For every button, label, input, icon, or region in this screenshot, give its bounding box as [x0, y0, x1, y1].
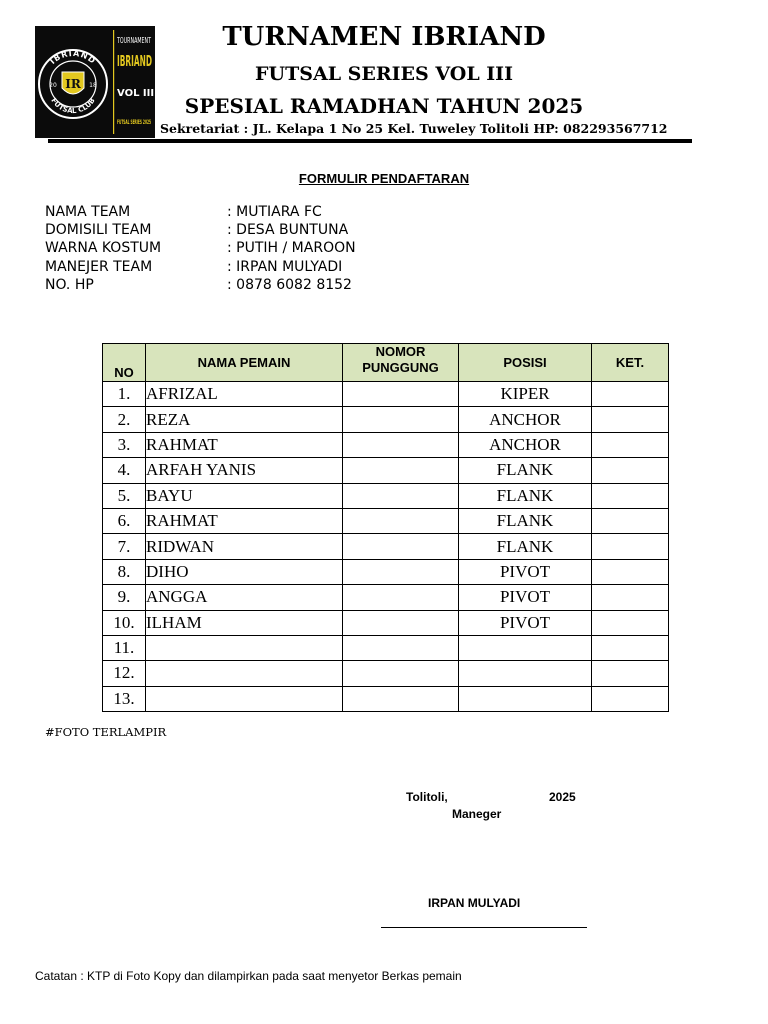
header-jersey-number-line2: PUNGGUNG [362, 360, 439, 375]
cell-jersey-number [343, 382, 459, 407]
cell-jersey-number [343, 686, 459, 711]
table-row [103, 382, 669, 407]
photo-attached-note: #FOTO TERLAMPIR [45, 725, 167, 739]
cell-position [459, 661, 592, 686]
cell-notes [592, 483, 669, 508]
table-row [103, 610, 669, 635]
cell-player-name: AFRIZAL [146, 382, 343, 407]
cell-position: PIVOT [459, 610, 592, 635]
cell-player-name: ILHAM [146, 610, 343, 635]
signature-year: 2025 [549, 790, 576, 804]
cell-jersey-number [343, 534, 459, 559]
cell-player-name: DIHO [146, 559, 343, 584]
logo-monogram: IR [65, 77, 81, 91]
table-row [103, 432, 669, 457]
cell-position [459, 635, 592, 660]
cell-jersey-number [343, 585, 459, 610]
form-title [0, 171, 768, 186]
cell-no: 3. [103, 432, 146, 457]
cell-notes [592, 458, 669, 483]
team-info [45, 203, 356, 294]
team-domicile-label: DOMISILI TEAM [45, 222, 152, 239]
logo-side-line4: FUTSAL SERIES 2025 [117, 119, 151, 126]
logo-ring-bottom-text: FUTSAL CLUB [49, 96, 97, 116]
cell-notes [592, 635, 669, 660]
cell-no: 8. [103, 559, 146, 584]
logo-side-line3: VOL III [117, 88, 155, 99]
form-title-text: FORMULIR PENDAFTARAN [298, 171, 470, 186]
team-manager-value: : IRPAN MULYADI [227, 258, 343, 275]
header-divider [48, 139, 692, 143]
header-player-name: NAMA PEMAIN [146, 344, 343, 382]
team-info-name-row [45, 203, 356, 221]
cell-jersey-number [343, 635, 459, 660]
logo-year-right: 18 [89, 82, 97, 89]
cell-player-name: BAYU [146, 483, 343, 508]
header-no: NO [103, 344, 146, 382]
table-row [103, 585, 669, 610]
cell-player-name: RIDWAN [146, 534, 343, 559]
cell-notes [592, 661, 669, 686]
signature-line-left [381, 927, 423, 928]
cell-no: 5. [103, 483, 146, 508]
cell-jersey-number [343, 458, 459, 483]
table-row [103, 635, 669, 660]
cell-position: KIPER [459, 382, 592, 407]
cell-jersey-number [343, 432, 459, 457]
cell-no: 11. [103, 635, 146, 660]
cell-notes [592, 686, 669, 711]
cell-player-name: REZA [146, 407, 343, 432]
cell-notes [592, 534, 669, 559]
svg-text:FUTSAL CLUB [49, 97, 96, 116]
cell-no: 12. [103, 661, 146, 686]
table-body [103, 382, 669, 712]
tournament-logo [35, 26, 155, 138]
cell-notes [592, 382, 669, 407]
footer-note: Catatan : KTP di Foto Kopy dan dilampirkan pada saat menyetor Berkas pemain [35, 969, 462, 983]
cell-jersey-number [343, 610, 459, 635]
cell-notes [592, 559, 669, 584]
cell-jersey-number [343, 483, 459, 508]
team-name-label: NAMA TEAM [45, 204, 131, 220]
cell-position: FLANK [459, 508, 592, 533]
cell-position: FLANK [459, 458, 592, 483]
cell-notes [592, 407, 669, 432]
cell-no: 2. [103, 407, 146, 432]
cell-player-name: RAHMAT [146, 432, 343, 457]
team-info-manager-row [45, 258, 356, 276]
cell-position: ANCHOR [459, 432, 592, 457]
cell-player-name [146, 661, 343, 686]
cell-no: 7. [103, 534, 146, 559]
table-row [103, 458, 669, 483]
signature-place: Tolitoli, [406, 790, 448, 804]
logo-side-line1: TOURNAMENT [116, 36, 152, 45]
table-row [103, 534, 669, 559]
cell-no: 10. [103, 610, 146, 635]
table-row [103, 559, 669, 584]
logo-side-line2: IBRIAND [117, 52, 152, 70]
signature-name: IRPAN MULYADI [428, 896, 521, 910]
cell-jersey-number [343, 559, 459, 584]
team-phone-label: NO. HP [45, 276, 94, 293]
cell-position: PIVOT [459, 585, 592, 610]
table-header-row [103, 344, 669, 382]
cell-position: FLANK [459, 483, 592, 508]
logo-ring-top-text: IBRIAND [48, 48, 98, 66]
table-row [103, 686, 669, 711]
cell-player-name: ARFAH YANIS [146, 458, 343, 483]
team-info-domicile-row [45, 221, 356, 239]
svg-text:IBRIAND [48, 49, 97, 66]
cell-position: PIVOT [459, 559, 592, 584]
cell-jersey-number [343, 661, 459, 686]
table-row [103, 661, 669, 686]
signature-line [423, 927, 587, 928]
cell-notes [592, 610, 669, 635]
cell-no: 4. [103, 458, 146, 483]
table-row [103, 508, 669, 533]
header-notes: KET. [592, 344, 669, 382]
team-costume-value: : PUTIH / MAROON [227, 240, 356, 257]
cell-no: 9. [103, 585, 146, 610]
cell-position: FLANK [459, 534, 592, 559]
table-row [103, 483, 669, 508]
header-position: POSISI [459, 344, 592, 382]
tournament-subtitle-ramadhan: SPESIAL RAMADHAN TAHUN 2025 [184, 94, 584, 118]
header-jersey-number-line1: NOMOR [375, 344, 426, 359]
logo-year-left: 20 [49, 82, 57, 89]
tournament-title: TURNAMEN IBRIAND [222, 22, 546, 52]
header-jersey-number [343, 344, 459, 382]
player-roster-table [102, 343, 669, 712]
cell-no: 13. [103, 686, 146, 711]
cell-notes [592, 508, 669, 533]
team-manager-label: MANEJER TEAM [45, 258, 153, 275]
team-info-costume-row [45, 239, 356, 257]
cell-position [459, 686, 592, 711]
cell-no: 6. [103, 508, 146, 533]
cell-notes [592, 585, 669, 610]
cell-no: 1. [103, 382, 146, 407]
cell-player-name: RAHMAT [146, 508, 343, 533]
table-row [103, 407, 669, 432]
team-name-value: : MUTIARA FC [227, 204, 322, 220]
cell-player-name: ANGGA [146, 585, 343, 610]
team-info-phone-row [45, 276, 356, 294]
signature-role: Maneger [452, 807, 502, 821]
tournament-subtitle: FUTSAL SERIES VOL III [255, 63, 513, 85]
cell-jersey-number [343, 407, 459, 432]
team-domicile-value: : DESA BUNTUNA [227, 222, 349, 239]
team-phone-value: : 0878 6082 8152 [227, 276, 352, 293]
team-costume-label: WARNA KOSTUM [45, 240, 162, 257]
cell-jersey-number [343, 508, 459, 533]
cell-position: ANCHOR [459, 407, 592, 432]
secretariat-address: Sekretariat : JL. Kelapa 1 No 25 Kel. Tuweley Tolitoli HP: 082293567712 [160, 121, 668, 136]
cell-player-name [146, 635, 343, 660]
cell-player-name [146, 686, 343, 711]
cell-notes [592, 432, 669, 457]
